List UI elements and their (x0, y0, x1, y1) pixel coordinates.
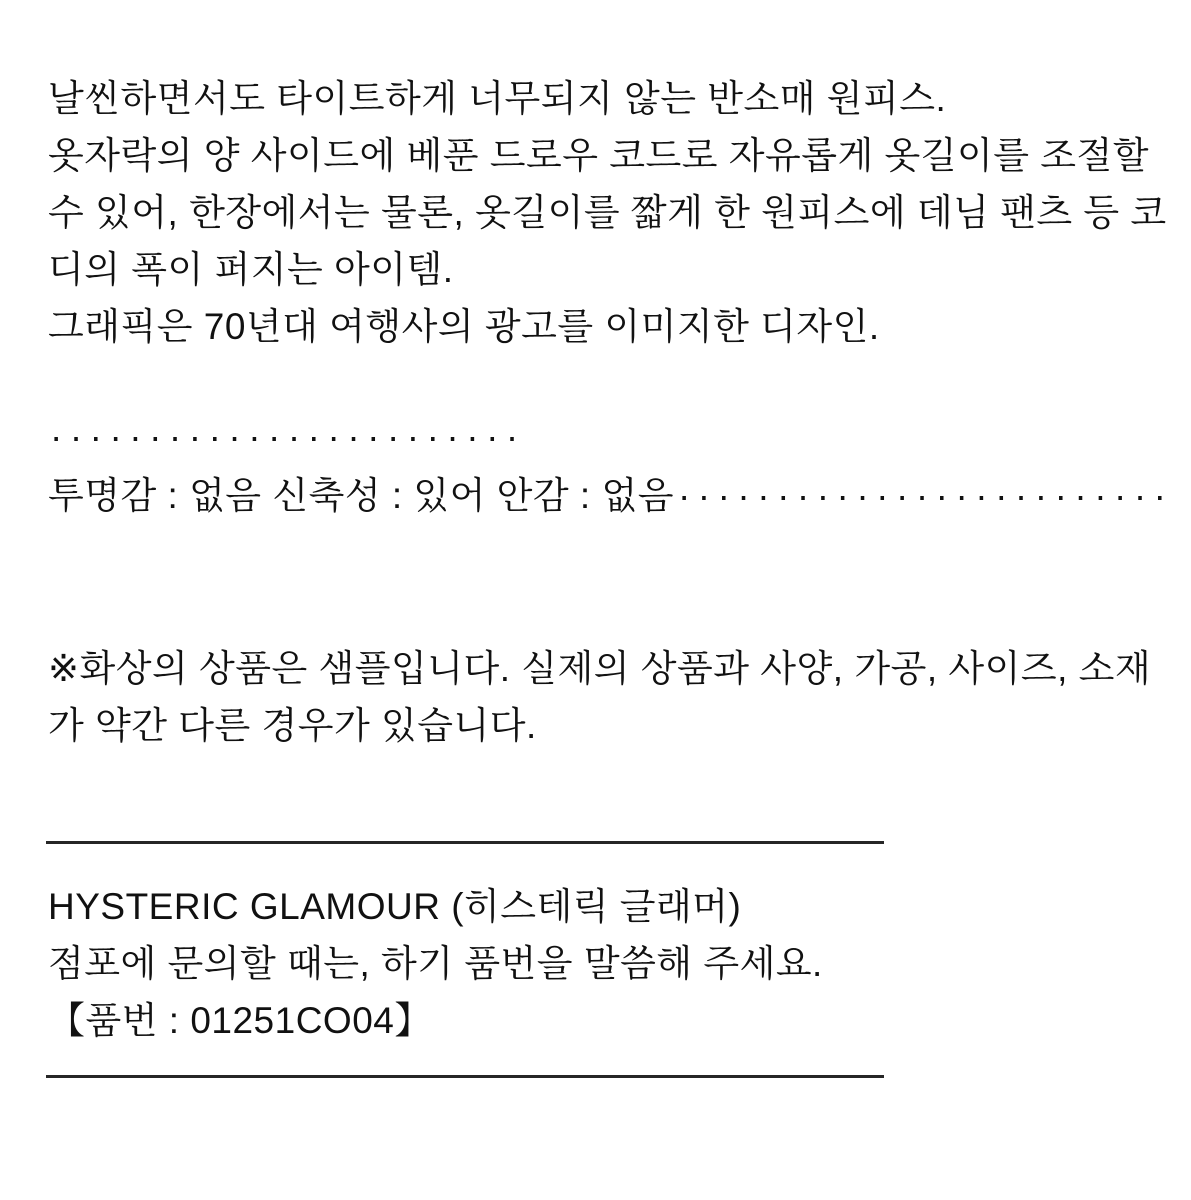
dotted-separator: ························ (50, 416, 526, 457)
brand-info (48, 878, 823, 1049)
disclaimer-line-2: 가 약간 다른 경우가 있습니다. (48, 705, 537, 746)
description-line-3: 수 있어, 한장에서는 물론, 옷길이를 짧게 한 원피스에 데님 팬츠 등 코 (48, 192, 1167, 233)
sample-disclaimer (48, 640, 1151, 754)
part-number: 【품번 : 01251CO04】 (48, 1000, 432, 1041)
brand-name: HYSTERIC GLAMOUR (히스테릭 글래머) (48, 886, 742, 927)
description-line-4: 디의 폭이 퍼지는 아이템. (48, 249, 454, 290)
description-line-2: 옷자락의 양 사이드에 베푼 드로우 코드로 자유롭게 옷길이를 조절할 (48, 135, 1150, 176)
product-description (48, 70, 1167, 355)
description-line-5: 그래픽은 70년대 여행사의 광고를 이미지한 디자인. (48, 306, 880, 347)
divider-bottom (46, 1075, 884, 1078)
fabric-spec-line (48, 467, 1174, 524)
inquiry-note: 점포에 문의할 때는, 하기 품번을 말씀해 주세요. (48, 943, 823, 984)
fabric-spec-trailing-dots: ························· (677, 475, 1174, 516)
description-line-1: 날씬하면서도 타이트하게 너무되지 않는 반소매 원피스. (48, 78, 947, 119)
divider-top (46, 841, 884, 844)
disclaimer-line-1: ※화상의 상품은 샘플입니다. 실제의 상품과 사양, 가공, 사이즈, 소재 (48, 648, 1152, 689)
fabric-spec-text: 투명감 : 없음 신축성 : 있어 안감 : 없음 (48, 475, 674, 516)
